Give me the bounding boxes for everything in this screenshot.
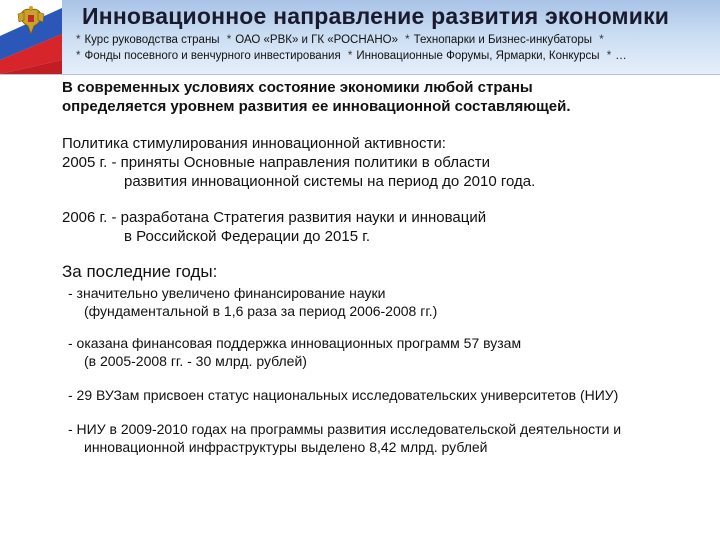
bullet-university-support-detail: (в 2005-2008 гг. - 30 млрд. рублей)	[84, 353, 307, 369]
topic-link-technoparks[interactable]: Технопарки и Бизнес-инкубаторы	[413, 34, 593, 46]
bullet-separator: *	[76, 34, 81, 46]
bullet-separator: *	[76, 50, 81, 62]
intro-line: определяется уровнем развития ее инновационной составляющей.	[62, 98, 571, 115]
bullet-science-funding-detail: (фундаментальной в 1,6 раза за период 2006-2008 гг.)	[84, 303, 438, 319]
topic-link-rvk-rosnano[interactable]: ОАО «РВК» и ГК «РОСНАНО»	[235, 34, 398, 46]
bullet-niu-status: - 29 ВУЗам присвоен статус национальных исследовательских университетов (НИУ)	[68, 387, 619, 403]
bullet-separator: *	[606, 50, 612, 62]
bullet-science-funding: - значительно увеличено финансирование науки	[68, 285, 386, 301]
bullet-separator: *	[347, 50, 353, 62]
topic-link-more[interactable]: …	[615, 50, 627, 62]
slide-body	[62, 78, 712, 456]
bullet-separator: *	[405, 34, 410, 46]
bullet-niu-funding-detail: инновационной инфраструктуры выделено 8,42 млрд. рублей	[84, 439, 488, 455]
topic-link-funds[interactable]: Фонды посевного и венчурного инвестирования	[84, 50, 341, 62]
header-topics-list	[72, 32, 712, 64]
policy-2006-line: 2006 г. - разработана Стратегия развития науки и инноваций	[62, 209, 487, 226]
recent-years-heading: За последние годы:	[62, 262, 218, 281]
topic-link-course[interactable]: Курс руководства страны	[84, 34, 220, 46]
policy-2006-continuation: в Российской Федерации до 2015 г.	[124, 228, 371, 245]
policy-2005-continuation: развития инновационной системы на период до 2010 года.	[124, 173, 536, 190]
bullet-university-support: - оказана финансовая поддержка инновационных программ 57 вузам	[68, 335, 522, 351]
bullet-separator: *	[226, 34, 232, 46]
bullet-separator: *	[599, 34, 604, 46]
bullet-niu-funding: - НИУ в 2009-2010 годах на программы развития исследовательской деятельности и	[68, 421, 622, 437]
intro-line: В современных условиях состояние экономики любой страны	[62, 79, 533, 96]
policy-2005-line: 2005 г. - приняты Основные направления политики в области	[62, 154, 491, 171]
slide-header	[0, 0, 720, 75]
topic-link-forums[interactable]: Инновационные Форумы, Ярмарки, Конкурсы	[356, 50, 600, 62]
policy-heading: Политика стимулирования инновационной активности:	[62, 135, 446, 152]
slide-title: Инновационное направление развития экономики	[82, 3, 670, 29]
russian-flag-emblem-icon	[0, 0, 62, 74]
